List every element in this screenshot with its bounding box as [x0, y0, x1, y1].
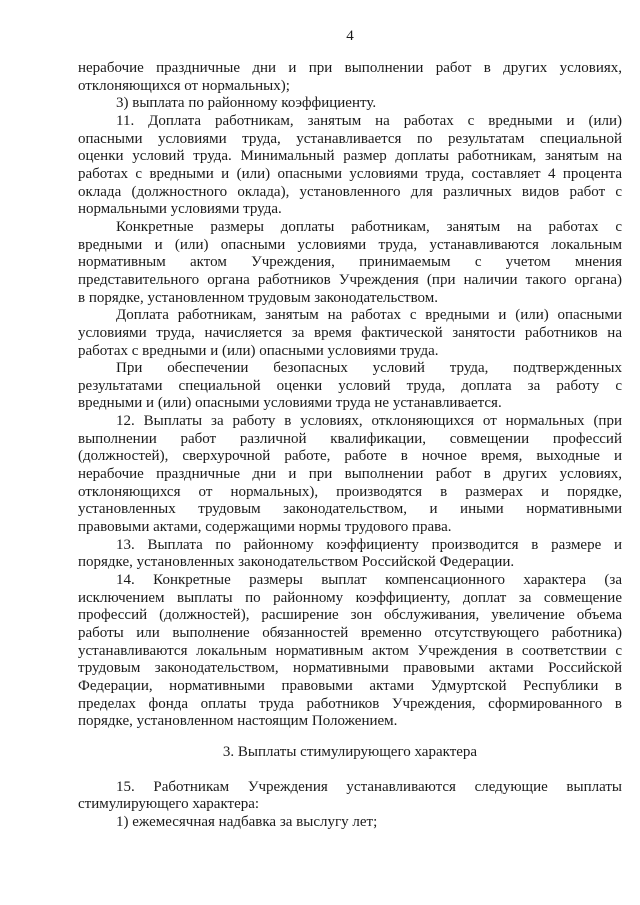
text-line: оклада (должностного оклада), установленного для различных видов работ с — [78, 183, 622, 200]
section-heading: 3. Выплаты стимулирующего характера — [222, 743, 478, 760]
paragraph — [78, 95, 622, 113]
paragraph — [78, 113, 622, 219]
text-line: вредными и (или) опасными условиями труда не устанавливается. — [78, 395, 502, 412]
text-line: отклоняющихся от нормальных); — [78, 77, 290, 94]
text-line: опасными условиями труда, устанавливается по результатам специальной — [78, 130, 622, 147]
text-line: порядке, установленных законодательством Российской Федерации. — [78, 554, 515, 571]
text-line: устанавливаются локальным нормативным актом Учреждения в соответствии с — [78, 642, 622, 659]
text-line: работах с вредными и (или) опасными условиями труда, составляет 4 процента — [78, 165, 622, 182]
paragraph — [78, 537, 622, 572]
text-line: трудовым законодательством, нормативными правовыми актами Российской — [78, 660, 622, 677]
paragraph — [78, 307, 622, 360]
text-line: (должностей), сверхурочной работе, работе в ночное время, выходные и — [78, 448, 622, 465]
text-line: в порядке, установленном трудовым законодательством. — [78, 289, 439, 306]
paragraph — [78, 413, 622, 537]
text-line: представительного органа работников Учреждения (при наличии такого органа) — [78, 271, 622, 288]
text-line: 14. Конкретные размеры выплат компенсационного характера (за — [116, 572, 622, 589]
text-line: стимулирующего характера: — [78, 796, 260, 813]
text-line: отклоняющихся от нормальных), производятся в размерах и порядке, — [78, 483, 622, 500]
text-line: нерабочие праздничные дни и при выполнении работ в других условиях, — [78, 60, 622, 76]
text-line: установленных трудовым законодательством, и иными нормативными — [78, 501, 622, 518]
text-line: работах с вредными и (или) опасными условиями труда. — [78, 342, 439, 359]
text-line: профессий (должностей), расширение зон обслуживания, увеличение объема — [78, 607, 622, 624]
text-line: условиями труда, начисляется за время фактической занятости работников на — [78, 324, 622, 341]
text-line: оценки условий труда. Минимальный размер доплаты работникам, занятым на — [78, 148, 622, 165]
paragraph — [78, 572, 622, 731]
paragraph — [78, 360, 622, 413]
paragraph — [78, 219, 622, 307]
text-line: Конкретные размеры доплаты работникам, занятым на работах с — [116, 218, 622, 235]
text-line: При обеспечении безопасных условий труда, подтвержденных — [116, 360, 622, 377]
text-line: нерабочие праздничные дни и при выполнении работ в других условиях, — [78, 466, 622, 483]
page-number: 4 — [346, 28, 354, 44]
text-line: исключением выплаты по районному коэффициенту, доплат за совмещение — [78, 589, 622, 606]
text-line: правовыми актами, содержащими нормы трудового права. — [78, 519, 452, 536]
text-line: 13. Выплата по районному коэффициенту производится в размере и — [116, 536, 622, 553]
text-line: 11. Доплата работникам, занятым на работах с вредными и (или) — [116, 112, 622, 129]
paragraph — [78, 779, 622, 814]
text-line: пределах фонда оплаты труда работников Учреждения, сформированного в — [78, 695, 622, 712]
text-line: 1) ежемесячная надбавка за выслугу лет; — [116, 813, 378, 830]
text-line: нормативным актом Учреждения, принимаемым с учетом мнения — [78, 254, 622, 271]
text-line: вредными и (или) опасными условиями труда, устанавливаются локальным — [78, 236, 622, 253]
text-line: Доплата работникам, занятым на работах с вредными и (или) опасными — [116, 307, 622, 324]
paragraph — [78, 814, 622, 832]
text-line: Федерации, нормативными правовыми актами Удмуртской Республики в — [78, 677, 622, 694]
text-line: 3) выплата по районному коэффициенту. — [116, 95, 377, 112]
text-line: 12. Выплаты за работу в условиях, отклоняющихся от нормальных (при — [116, 413, 622, 430]
text-line: 15. Работникам Учреждения устанавливаются следующие выплаты — [116, 778, 622, 795]
text-line: выполнении работ различной квалификации, совмещении профессий — [78, 430, 622, 447]
text-line: работы или выполнение обязанностей временно отсутствующего работника) — [78, 625, 622, 641]
text-line: результатами специальной оценки условий труда, доплата за работу с — [78, 377, 622, 394]
text-line: порядке, установленном настоящим Положением. — [78, 713, 398, 730]
document-body — [78, 60, 622, 832]
paragraph — [78, 60, 622, 95]
text-line: нормальными условиями труда. — [78, 201, 282, 218]
